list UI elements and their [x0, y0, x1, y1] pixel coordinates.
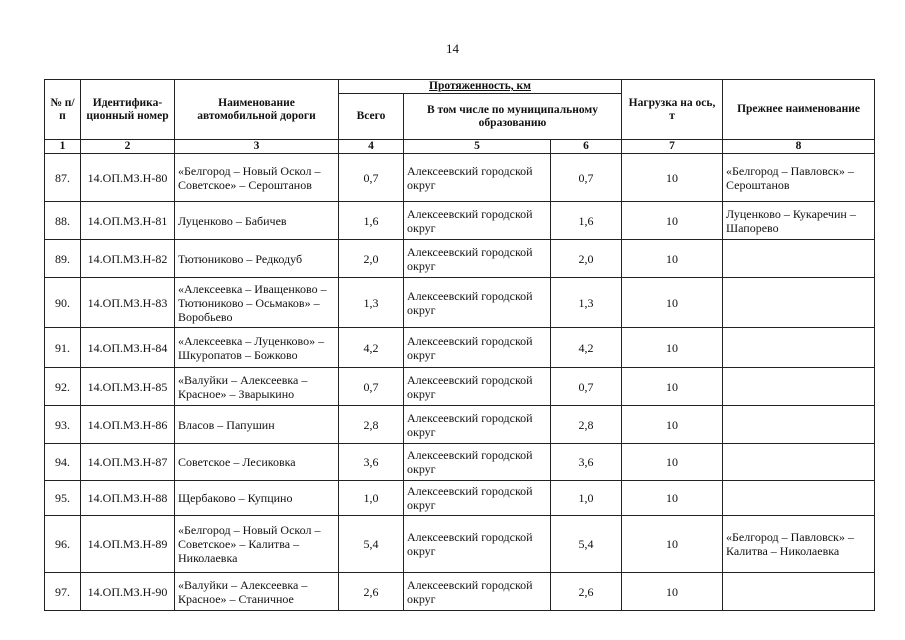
- row-total-length: 5,4: [339, 516, 404, 573]
- table-row: [45, 328, 875, 368]
- table-row: [45, 444, 875, 481]
- row-total-length: 0,7: [339, 368, 404, 406]
- row-no: 92.: [45, 368, 81, 406]
- page-number: 14: [446, 41, 459, 56]
- row-municipality: Алексеевский городской округ: [404, 406, 551, 444]
- header-no: № п/п: [45, 80, 81, 140]
- row-axle-load: 10: [622, 278, 723, 328]
- row-id: 14.ОП.МЗ.Н-81: [81, 202, 175, 240]
- row-municipality: Алексеевский городской округ: [404, 516, 551, 573]
- row-municipal-length: 2,0: [551, 240, 622, 278]
- row-road-name: Советское – Лесиковка: [175, 444, 339, 481]
- row-axle-load: 10: [622, 240, 723, 278]
- column-number: 8: [723, 140, 875, 154]
- row-axle-load: 10: [622, 406, 723, 444]
- row-road-name: «Валуйки – Алексеевка – Красное» – Станичное: [175, 573, 339, 611]
- row-id: 14.ОП.МЗ.Н-88: [81, 481, 175, 516]
- row-municipal-length: 0,7: [551, 154, 622, 202]
- table-row: [45, 516, 875, 573]
- row-total-length: 3,6: [339, 444, 404, 481]
- row-id: 14.ОП.МЗ.Н-83: [81, 278, 175, 328]
- table-row: [45, 240, 875, 278]
- header-name: Наименование автомобильной дороги: [175, 80, 339, 140]
- row-road-name: Щербаково – Купцино: [175, 481, 339, 516]
- header-including: В том числе по муниципальному образованию: [404, 94, 622, 140]
- row-road-name: «Белгород – Новый Оскол – Советское» – Калитва – Николаевка: [175, 516, 339, 573]
- row-road-name: Власов – Папушин: [175, 406, 339, 444]
- row-municipal-length: 1,3: [551, 278, 622, 328]
- row-road-name: «Алексеевка – Луценково» – Шкуропатов – Божково: [175, 328, 339, 368]
- row-municipal-length: 2,8: [551, 406, 622, 444]
- row-municipality: Алексеевский городской округ: [404, 202, 551, 240]
- column-number: 3: [175, 140, 339, 154]
- row-no: 97.: [45, 573, 81, 611]
- row-municipality: Алексеевский городской округ: [404, 154, 551, 202]
- row-axle-load: 10: [622, 328, 723, 368]
- row-id: 14.ОП.МЗ.Н-84: [81, 328, 175, 368]
- row-total-length: 2,0: [339, 240, 404, 278]
- row-municipal-length: 3,6: [551, 444, 622, 481]
- column-number: 6: [551, 140, 622, 154]
- row-no: 91.: [45, 328, 81, 368]
- column-number: 7: [622, 140, 723, 154]
- row-no: 94.: [45, 444, 81, 481]
- column-number: 1: [45, 140, 81, 154]
- row-axle-load: 10: [622, 202, 723, 240]
- row-no: 96.: [45, 516, 81, 573]
- row-axle-load: 10: [622, 368, 723, 406]
- row-total-length: 1,3: [339, 278, 404, 328]
- table-row: [45, 368, 875, 406]
- row-former-name: [723, 368, 875, 406]
- row-road-name: «Алексеевка – Иващенково – Тютюниково – Осьмаков» – Воробьево: [175, 278, 339, 328]
- row-no: 89.: [45, 240, 81, 278]
- row-total-length: 2,8: [339, 406, 404, 444]
- header-id: Идентифика-ционный номер: [81, 80, 175, 140]
- row-municipal-length: 5,4: [551, 516, 622, 573]
- column-number-row: [45, 140, 875, 154]
- header-former: Прежнее наименование: [723, 80, 875, 140]
- row-municipal-length: 1,6: [551, 202, 622, 240]
- row-municipality: Алексеевский городской округ: [404, 278, 551, 328]
- table-row: [45, 202, 875, 240]
- row-former-name: [723, 406, 875, 444]
- row-municipal-length: 0,7: [551, 368, 622, 406]
- table-row: [45, 278, 875, 328]
- row-axle-load: 10: [622, 516, 723, 573]
- row-former-name: «Белгород – Павловск» – Калитва – Николаевка: [723, 516, 875, 573]
- row-former-name: [723, 240, 875, 278]
- row-total-length: 0,7: [339, 154, 404, 202]
- row-no: 93.: [45, 406, 81, 444]
- row-municipality: Алексеевский городской округ: [404, 328, 551, 368]
- table-row: [45, 481, 875, 516]
- column-number: 2: [81, 140, 175, 154]
- row-axle-load: 10: [622, 481, 723, 516]
- row-municipality: Алексеевский городской округ: [404, 481, 551, 516]
- row-axle-load: 10: [622, 573, 723, 611]
- row-id: 14.ОП.МЗ.Н-90: [81, 573, 175, 611]
- row-former-name: [723, 444, 875, 481]
- row-road-name: Тютюниково – Редкодуб: [175, 240, 339, 278]
- row-no: 90.: [45, 278, 81, 328]
- header-length: Протяженность, км: [339, 80, 622, 94]
- table-row: [45, 573, 875, 611]
- row-municipal-length: 2,6: [551, 573, 622, 611]
- table-row: [45, 154, 875, 202]
- row-axle-load: 10: [622, 444, 723, 481]
- column-number: 5: [404, 140, 551, 154]
- column-number: 4: [339, 140, 404, 154]
- header-total: Всего: [339, 94, 404, 140]
- row-municipality: Алексеевский городской округ: [404, 573, 551, 611]
- row-id: 14.ОП.МЗ.Н-80: [81, 154, 175, 202]
- row-id: 14.ОП.МЗ.Н-82: [81, 240, 175, 278]
- row-id: 14.ОП.МЗ.Н-87: [81, 444, 175, 481]
- row-former-name: [723, 328, 875, 368]
- row-no: 88.: [45, 202, 81, 240]
- row-axle-load: 10: [622, 154, 723, 202]
- roads-table: [44, 79, 875, 611]
- row-total-length: 1,0: [339, 481, 404, 516]
- row-total-length: 1,6: [339, 202, 404, 240]
- row-total-length: 4,2: [339, 328, 404, 368]
- row-road-name: «Валуйки – Алексеевка – Красное» – Зварыкино: [175, 368, 339, 406]
- table-row: [45, 406, 875, 444]
- row-former-name: [723, 278, 875, 328]
- row-id: 14.ОП.МЗ.Н-89: [81, 516, 175, 573]
- row-no: 87.: [45, 154, 81, 202]
- row-no: 95.: [45, 481, 81, 516]
- row-municipality: Алексеевский городской округ: [404, 240, 551, 278]
- row-municipality: Алексеевский городской округ: [404, 444, 551, 481]
- row-former-name: [723, 573, 875, 611]
- row-road-name: Луценково – Бабичев: [175, 202, 339, 240]
- row-former-name: [723, 481, 875, 516]
- row-municipal-length: 4,2: [551, 328, 622, 368]
- row-road-name: «Белгород – Новый Оскол – Советское» – Сероштанов: [175, 154, 339, 202]
- row-municipality: Алексеевский городской округ: [404, 368, 551, 406]
- row-former-name: «Белгород – Павловск» – Сероштанов: [723, 154, 875, 202]
- row-municipal-length: 1,0: [551, 481, 622, 516]
- row-id: 14.ОП.МЗ.Н-86: [81, 406, 175, 444]
- header-load: Нагрузка на ось, т: [622, 80, 723, 140]
- row-id: 14.ОП.МЗ.Н-85: [81, 368, 175, 406]
- row-former-name: Луценково – Кукаречин – Шапорево: [723, 202, 875, 240]
- row-total-length: 2,6: [339, 573, 404, 611]
